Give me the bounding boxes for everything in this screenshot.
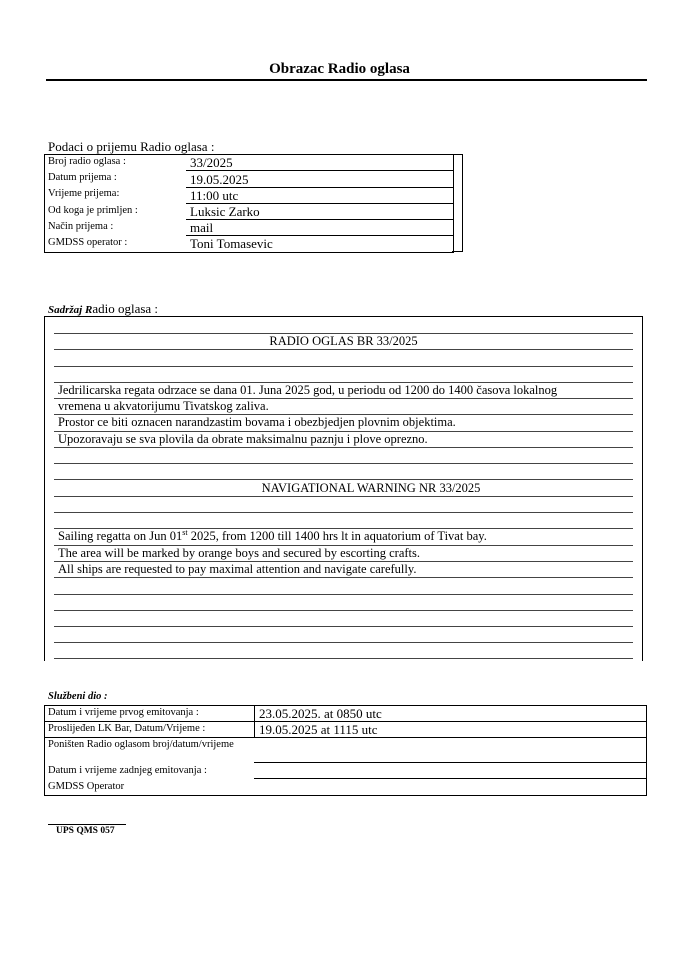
rule-line <box>54 577 633 578</box>
reception-value: 11:00 utc <box>190 188 239 203</box>
reception-label: Način prijema : <box>48 221 114 232</box>
reception-label: Datum prijema : <box>48 172 117 183</box>
footer-code: UPS QMS 057 <box>56 826 115 836</box>
nav-line-post: 2025, from 1200 till 1400 hrs lt in aquatorium of Tivat bay. <box>187 529 487 543</box>
rule-line <box>54 626 633 627</box>
field-underline <box>186 170 453 171</box>
rule-line <box>54 496 633 497</box>
rule-line <box>54 463 633 464</box>
reception-bottom-ext <box>452 251 462 252</box>
content-heading-rest: adio oglasa : <box>92 301 159 316</box>
nav-line <box>58 529 487 544</box>
official-label: Datum i vrijeme zadnjeg emitovanja : <box>48 765 207 776</box>
field-underline <box>186 219 453 220</box>
local-line: Upozoravaju se sva plovila da obrate maksimalnu paznju i plove oprezno. <box>58 432 428 446</box>
reception-value: Toni Tomasevic <box>190 236 273 251</box>
local-title: RADIO OGLAS BR 33/2025 <box>269 334 418 348</box>
reception-value: Luksic Zarko <box>190 204 260 219</box>
rule-line <box>54 366 633 367</box>
official-value: 19.05.2025 at 1115 utc <box>259 722 378 737</box>
rule-line <box>54 447 633 448</box>
footer-rule <box>48 824 126 825</box>
rule-line <box>54 610 633 611</box>
official-field-line <box>254 778 646 779</box>
official-field-line <box>254 762 646 763</box>
nav-line-pre: Sailing regatta on Jun 01 <box>58 529 183 543</box>
official-label: Poništen Radio oglasom broj/datum/vrijeme <box>48 739 234 750</box>
title-rule <box>46 79 647 81</box>
reception-right-border <box>462 154 463 252</box>
nav-line: The area will be marked by orange boys and secured by escorting crafts. <box>58 546 421 560</box>
official-value: 23.05.2025. at 0850 utc <box>259 706 382 721</box>
reception-value: 33/2025 <box>190 155 233 170</box>
local-line: Jedrilicarska regata odrzace se dana 01. Juna 2025 god, u periodu od 1200 do 1400 časova lokalnog <box>58 383 558 397</box>
rule-line <box>54 512 633 513</box>
official-label: Datum i vrijeme prvog emitovanja : <box>48 707 199 718</box>
rule-line <box>54 349 633 350</box>
reception-heading: Podaci o prijemu Radio oglasa : <box>48 139 215 154</box>
rule-line <box>54 479 633 480</box>
rule-line <box>54 642 633 643</box>
reception-label: Broj radio oglasa : <box>48 156 126 167</box>
rule-line <box>54 658 633 659</box>
nav-title: NAVIGATIONAL WARNING NR 33/2025 <box>261 481 481 495</box>
reception-label: Od koga je primljen : <box>48 205 138 216</box>
content-heading <box>48 301 158 317</box>
reception-label: Vrijeme prijema: <box>48 188 120 199</box>
official-label: GMDSS Operator <box>48 781 125 792</box>
page-title: Obrazac Radio oglasa <box>269 61 410 77</box>
reception-value: mail <box>190 220 214 235</box>
content-heading-bold: Sadržaj R <box>48 304 93 316</box>
reception-label: GMDSS operator : <box>48 237 128 248</box>
official-label: Proslijeđen LK Bar, Datum/Vrijeme : <box>48 723 206 734</box>
reception-top-ext <box>452 154 462 155</box>
official-heading: Službeni dio : <box>48 691 108 702</box>
nav-line-sup: st <box>182 527 188 537</box>
reception-value: 19.05.2025 <box>190 172 249 187</box>
local-line: vremena u akvatorijumu Tivatskog zaliva. <box>58 399 269 413</box>
rule-line <box>54 594 633 595</box>
local-line: Prostor ce biti oznacen narandzastim bovama i obezbjedjen plovnim objektima. <box>58 415 456 429</box>
nav-line: All ships are requested to pay maximal attention and navigate carefully. <box>58 562 417 576</box>
